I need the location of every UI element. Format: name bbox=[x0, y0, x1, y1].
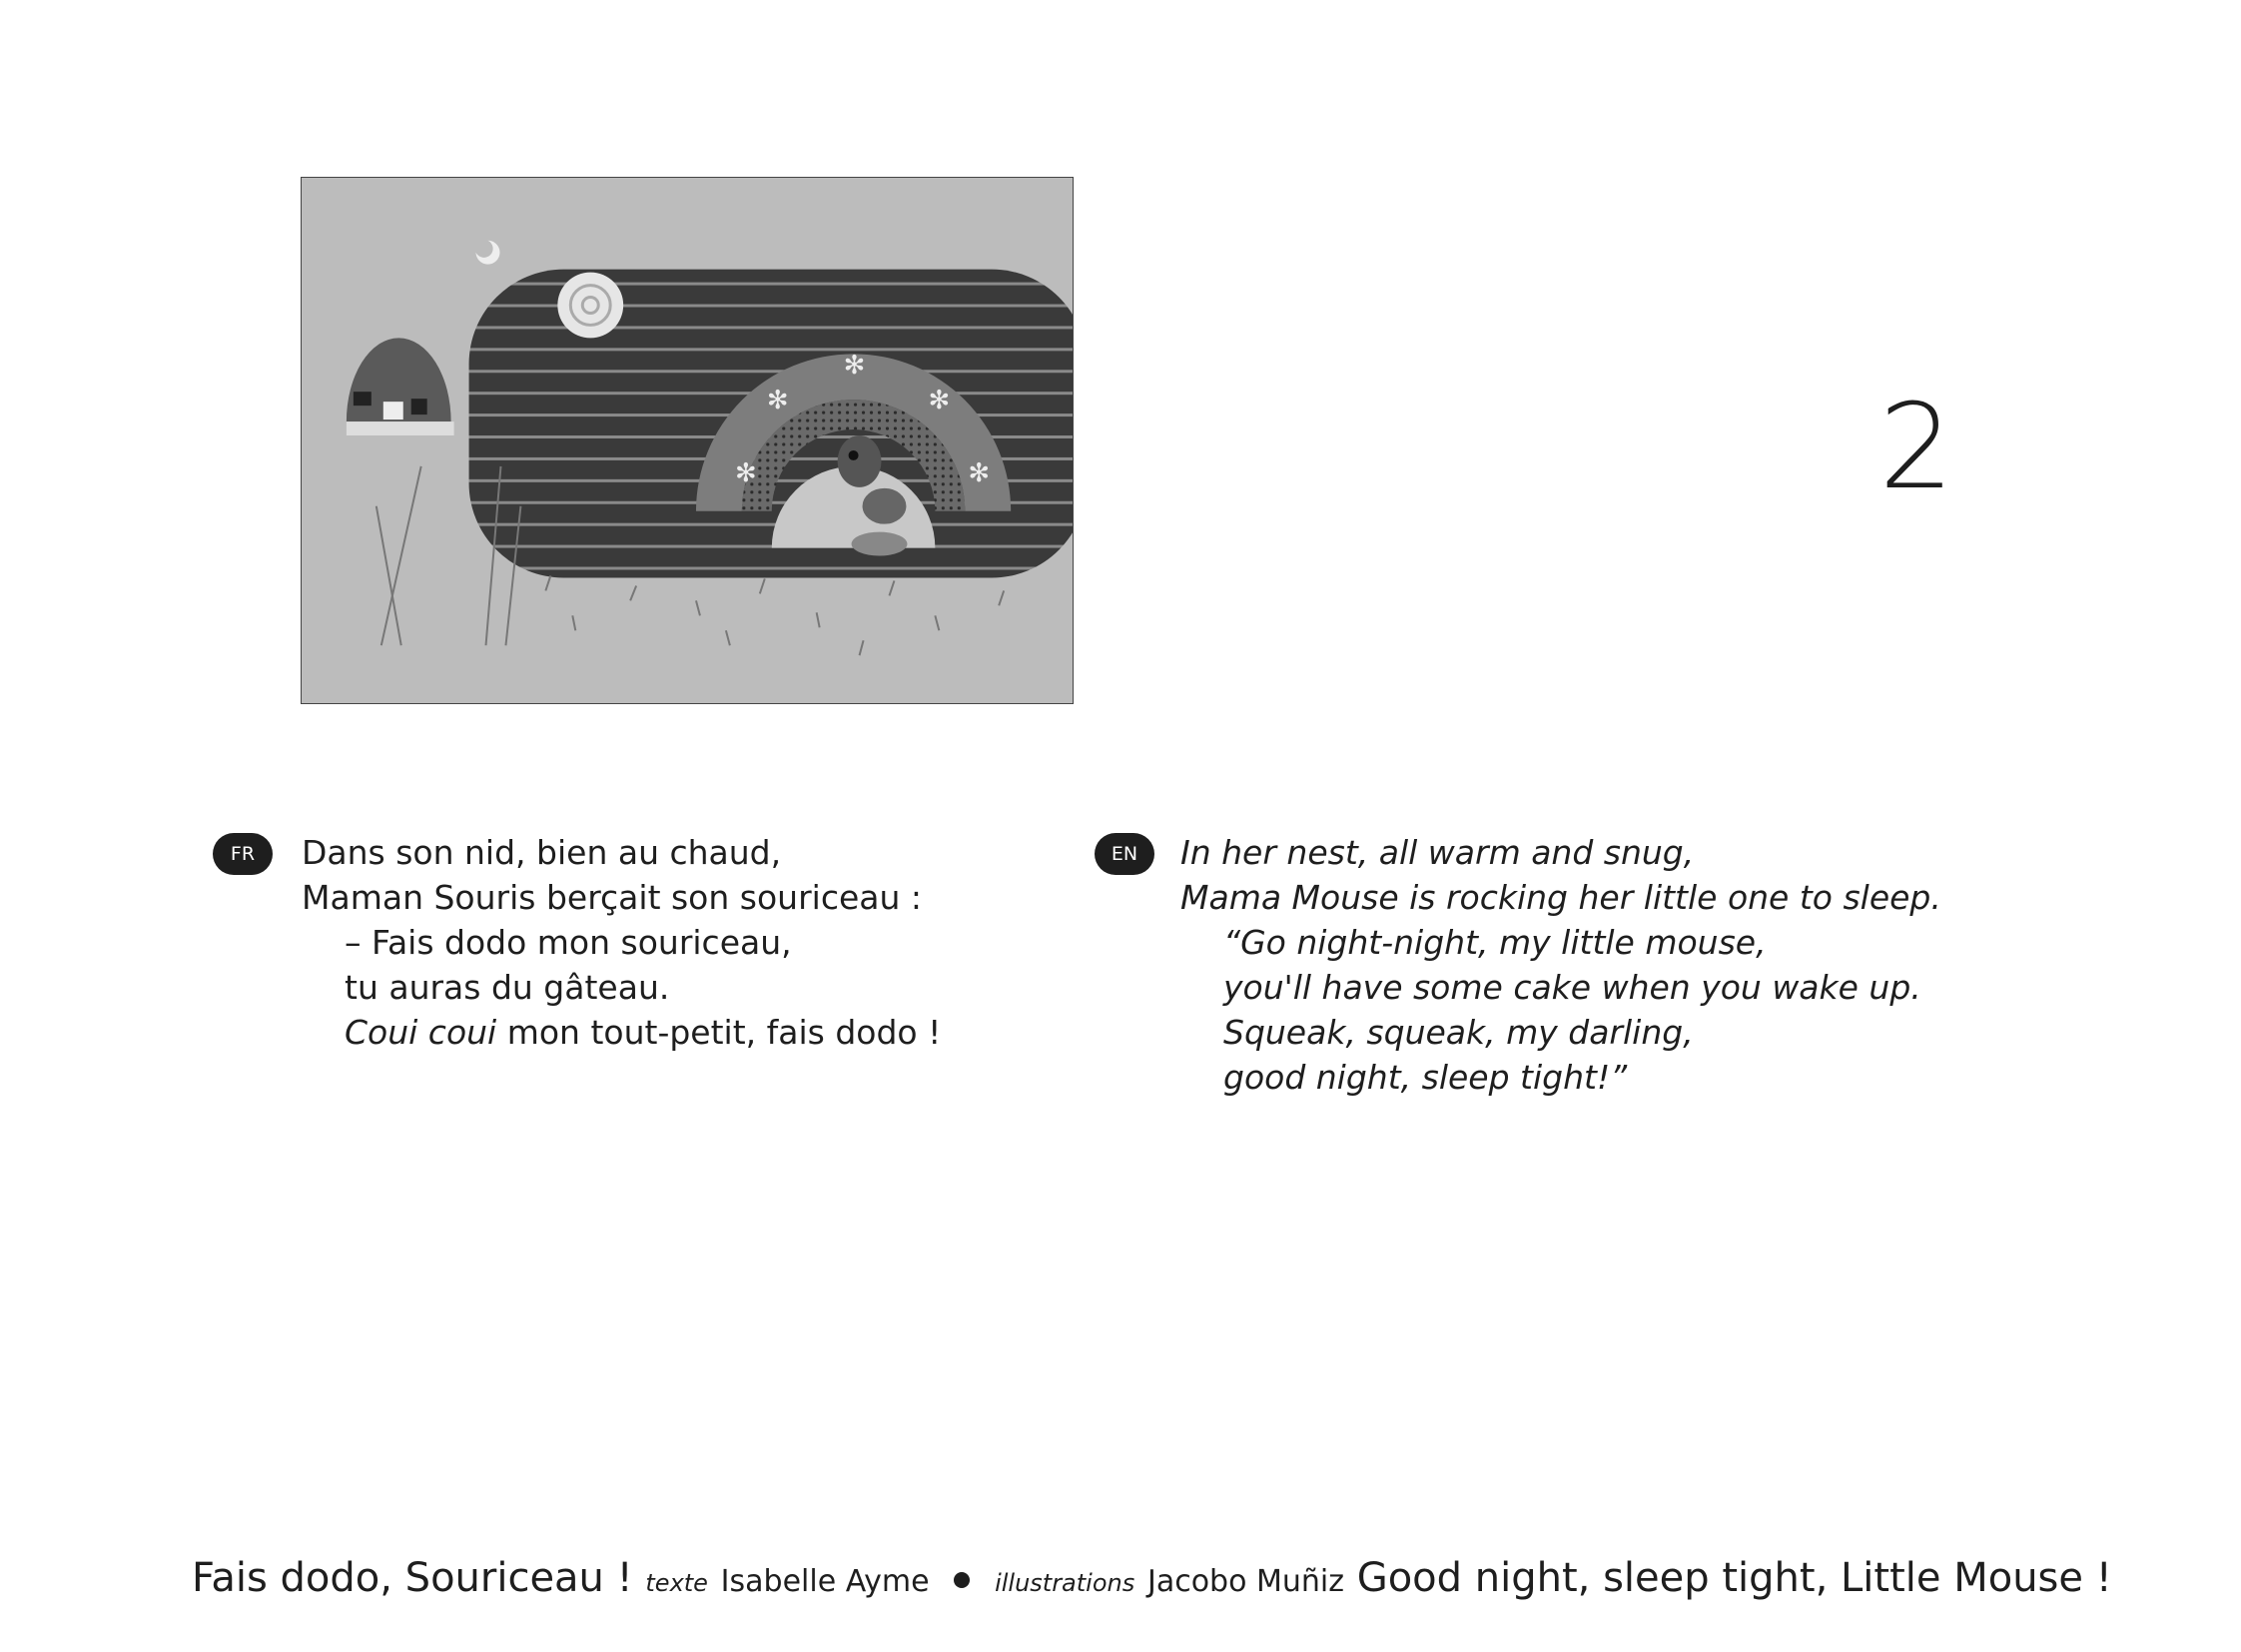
english-line: Squeak, squeak, my darling, bbox=[1223, 1013, 1694, 1052]
french-verse bbox=[302, 830, 941, 1055]
french-line: Dans son nid, bien au chaud, bbox=[302, 833, 782, 872]
page-number: 2 bbox=[1878, 378, 1954, 515]
text-label: texte bbox=[645, 1569, 708, 1597]
french-line: – Fais dodo mon souriceau, bbox=[345, 923, 792, 962]
illustration-art bbox=[302, 178, 1073, 703]
english-line: you'll have some cake when you wake up. bbox=[1223, 968, 1921, 1007]
english-line: “Go night-night, my little mouse, bbox=[1223, 923, 1767, 962]
svg-text:✻: ✻ bbox=[734, 457, 757, 488]
english-line: good night, sleep tight!” bbox=[1223, 1058, 1628, 1097]
french-italic-words: Coui coui bbox=[345, 1013, 497, 1052]
separator-dot bbox=[954, 1572, 970, 1588]
svg-text:✻: ✻ bbox=[843, 351, 866, 382]
title-french: Fais dodo, Souriceau ! bbox=[192, 1555, 633, 1601]
illustrations-label: illustrations bbox=[995, 1569, 1135, 1597]
svg-text:✻: ✻ bbox=[766, 386, 789, 416]
book-credits-footer bbox=[192, 1548, 2112, 1613]
english-verse bbox=[1180, 830, 1941, 1100]
svg-text:✻: ✻ bbox=[968, 457, 991, 488]
french-line-last bbox=[302, 1010, 941, 1055]
english-language-badge: EN bbox=[1095, 833, 1154, 875]
french-line: tu auras du gâteau. bbox=[345, 968, 670, 1007]
author-name: Isabelle Ayme bbox=[720, 1564, 930, 1599]
svg-text:✻: ✻ bbox=[928, 386, 951, 416]
tree-ring-icon bbox=[557, 273, 623, 339]
english-line: In her nest, all warm and snug, bbox=[1180, 833, 1695, 872]
mouse-nest-illustration bbox=[301, 177, 1074, 704]
french-line: Maman Souris berçait son souriceau : bbox=[302, 878, 923, 917]
title-english: Good night, sleep tight, Little Mouse ! bbox=[1356, 1555, 2112, 1601]
illustrator-name: Jacobo Muñiz bbox=[1146, 1564, 1344, 1599]
french-language-badge: FR bbox=[213, 833, 273, 875]
french-line-rest: mon tout-petit, fais dodo ! bbox=[496, 1013, 942, 1052]
english-line: Mama Mouse is rocking her little one to sleep. bbox=[1180, 878, 1941, 917]
